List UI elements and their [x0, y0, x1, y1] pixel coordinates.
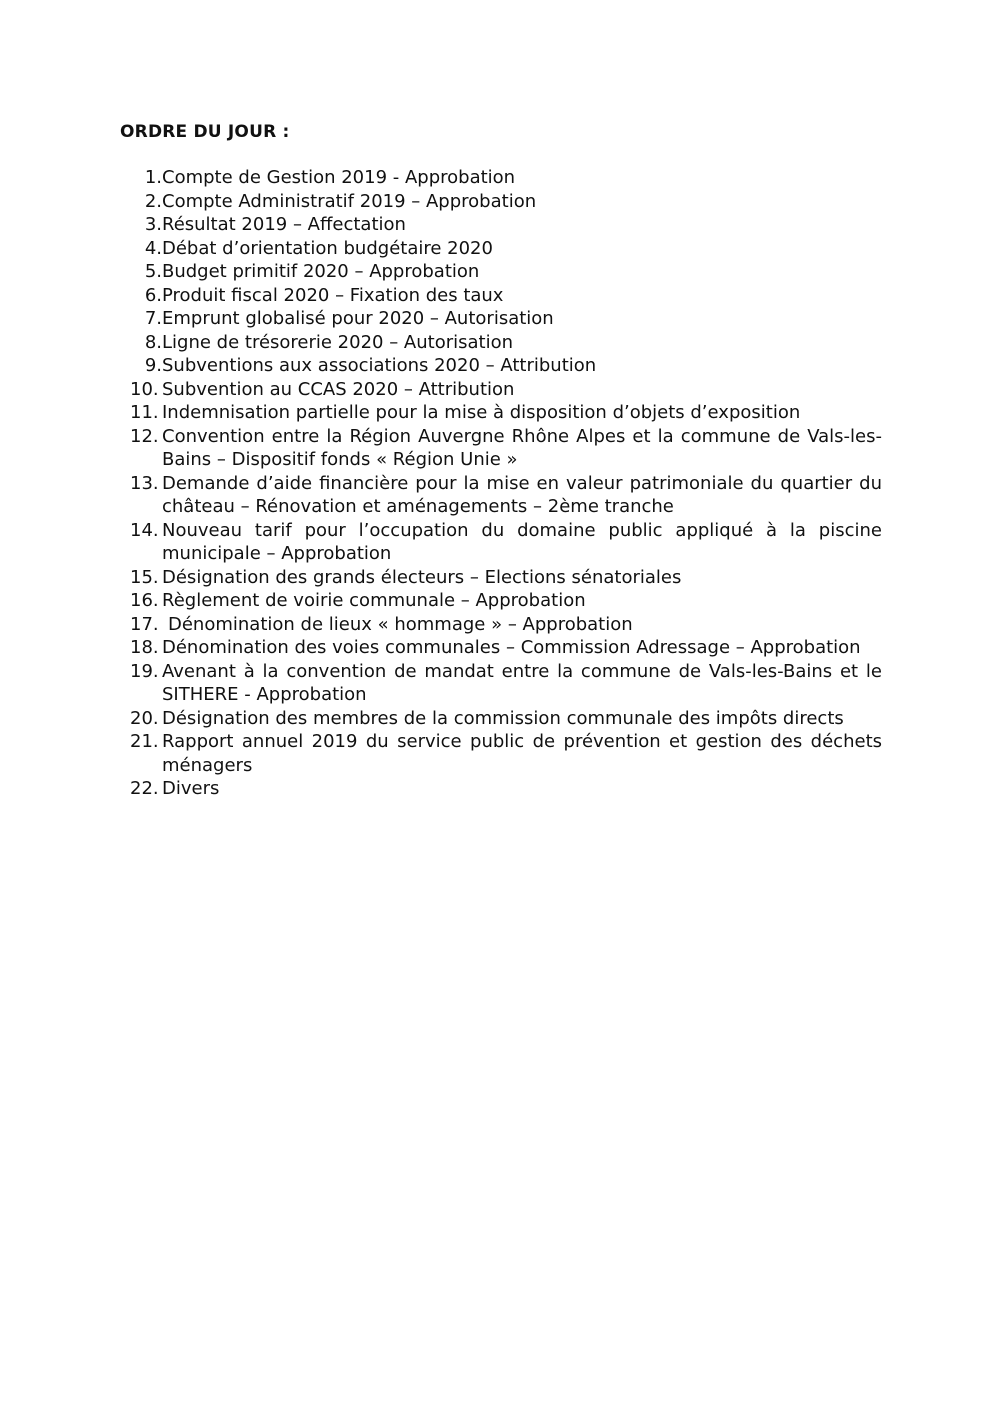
- item-text: Ligne de trésorerie 2020 – Autorisation: [162, 331, 514, 353]
- list-item: [120, 566, 882, 590]
- item-text: Avenant à la convention de mandat entre la commune de Vals-les-Bains et le SITHERE - Approbation: [162, 660, 882, 705]
- item-text: Dénomination de lieux « hommage » – Approbation: [168, 613, 633, 635]
- item-text: Subventions aux associations 2020 – Attribution: [162, 355, 597, 376]
- item-text: Demande d’aide financière pour la mise en valeur patrimoniale du quartier du château – Rénovation et aménagements – 2ème tranche: [162, 472, 882, 517]
- list-item: [120, 284, 882, 308]
- item-number: 6.: [144, 284, 162, 306]
- item-text: Emprunt globalisé pour 2020 – Autorisation: [162, 308, 554, 329]
- item-text: Divers: [162, 778, 220, 799]
- item-text: Compte de Gestion 2019 - Approbation: [162, 167, 516, 188]
- item-number: 5.: [144, 261, 162, 282]
- item-number: 21.: [130, 731, 159, 752]
- item-text: Nouveau tarif pour l’occupation du domaine public appliqué à la piscine municipale – Approbation: [162, 519, 882, 564]
- item-number: 20.: [130, 707, 159, 729]
- item-text: Indemnisation partielle pour la mise à disposition d’objets d’exposition: [162, 402, 801, 423]
- item-text: Rapport annuel 2019 du service public de prévention et gestion des déchets ménagers: [162, 731, 882, 776]
- list-item: [120, 519, 882, 566]
- item-number: 3.: [144, 214, 162, 235]
- list-item: [120, 237, 882, 261]
- item-number: 19.: [130, 660, 159, 682]
- item-text: Convention entre la Région Auvergne Rhône Alpes et la commune de Vals-les-Bains – Dispositif fonds « Région Unie »: [162, 425, 882, 470]
- list-item: [120, 213, 882, 237]
- list-item: [120, 260, 882, 284]
- item-number: 1.: [144, 167, 162, 188]
- list-item: [120, 777, 882, 801]
- agenda-heading: ORDRE DU JOUR :: [120, 122, 290, 142]
- item-number: 16.: [130, 590, 159, 611]
- item-number: 22.: [130, 778, 159, 799]
- item-number: 18.: [130, 637, 159, 658]
- item-number: 17.: [130, 613, 159, 635]
- item-text: Débat d’orientation budgétaire 2020: [162, 237, 493, 259]
- item-text: Désignation des membres de la commission communale des impôts directs: [162, 707, 844, 729]
- item-text: Compte Administratif 2019 – Approbation: [162, 190, 537, 212]
- item-number: 10.: [130, 378, 159, 400]
- item-text: Règlement de voirie communale – Approbation: [162, 590, 586, 611]
- list-item: [120, 378, 882, 402]
- item-number: 8.: [144, 331, 162, 353]
- list-item: [120, 425, 882, 472]
- list-item: [120, 307, 882, 331]
- list-item: [120, 730, 882, 777]
- item-number: 7.: [144, 308, 162, 329]
- list-item: [120, 589, 882, 613]
- list-item: [120, 354, 882, 378]
- item-text: Résultat 2019 – Affectation: [162, 214, 406, 235]
- item-text: Budget primitif 2020 – Approbation: [162, 261, 480, 282]
- list-item: [120, 660, 882, 707]
- list-item: [120, 707, 882, 731]
- list-item: [120, 613, 882, 637]
- list-item: [120, 331, 882, 355]
- item-number: 2.: [144, 190, 162, 212]
- item-text: Désignation des grands électeurs – Elections sénatoriales: [162, 566, 682, 588]
- list-item: [120, 190, 882, 214]
- list-item: [120, 472, 882, 519]
- item-number: 15.: [130, 566, 159, 588]
- item-number: 13.: [130, 472, 159, 494]
- item-number: 14.: [130, 519, 159, 541]
- item-text: Dénomination des voies communales – Commission Adressage – Approbation: [162, 637, 861, 658]
- item-number: 11.: [130, 402, 159, 423]
- item-number: 9.: [144, 355, 162, 376]
- list-item: [120, 166, 882, 190]
- item-text: Produit fiscal 2020 – Fixation des taux: [162, 284, 504, 306]
- list-item: [120, 401, 882, 425]
- item-number: 4.: [144, 237, 162, 259]
- agenda-list: [120, 166, 882, 801]
- item-number: 12.: [130, 425, 159, 447]
- list-item: [120, 636, 882, 660]
- item-text: Subvention au CCAS 2020 – Attribution: [162, 378, 515, 400]
